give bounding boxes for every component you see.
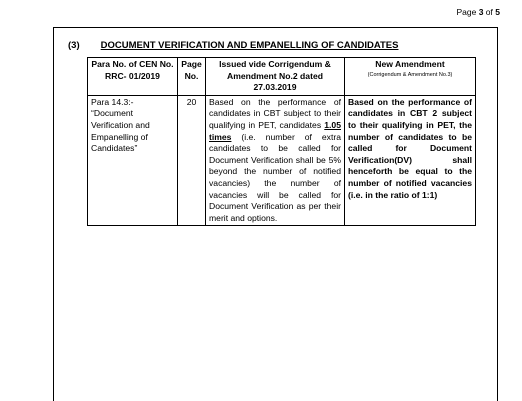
header-new-amendment: [345, 58, 476, 96]
section-heading: [68, 40, 398, 51]
page-number: Page 3 of 5: [456, 7, 500, 17]
table-row: [88, 95, 476, 226]
header-corrigendum-2: Issued vide Corrigendum & Amendment No.2 dated 27.03.2019: [206, 58, 345, 96]
section-title: DOCUMENT VERIFICATION AND EMPANELLING OF CANDIDATES: [100, 40, 399, 51]
old-text-after: (i.e. number of extra candidates to be called for Document Verification shall be 5% beyond the number of notified vacancies) the number of vacancies will be called for Document Verification as per their merit and options.: [209, 131, 341, 223]
table-header-row: [88, 58, 476, 96]
section-number: (3): [68, 40, 80, 51]
cell-para: Para 14.3:- “Document Verification and Empanelling of Candidates”: [88, 95, 178, 226]
old-text-before: Based on the performance of candidates in CBT subject to their qualifying in PET, candidates: [209, 96, 341, 130]
header-para-no: Para No. of CEN No. RRC- 01/2019: [88, 58, 178, 96]
header-page-no: Page No.: [178, 58, 206, 96]
header-new-amendment-label: New Amendment: [375, 59, 445, 69]
old-text-highlight: 1.05 times: [209, 119, 341, 142]
header-new-amendment-sub: (Corrigendum & Amendment No.3): [367, 71, 453, 78]
amendment-table: [87, 57, 476, 226]
cell-page: 20: [178, 95, 206, 226]
cell-new-amendment: Based on the performance of candidates in CBT 2 subject to their qualifying in PET, the number of candidates to be called for Document Verification(DV) shall henceforth be equal to the number of notified vacancies (i.e. in the ratio of 1:1): [345, 95, 476, 226]
cell-old-amendment: [206, 95, 345, 226]
